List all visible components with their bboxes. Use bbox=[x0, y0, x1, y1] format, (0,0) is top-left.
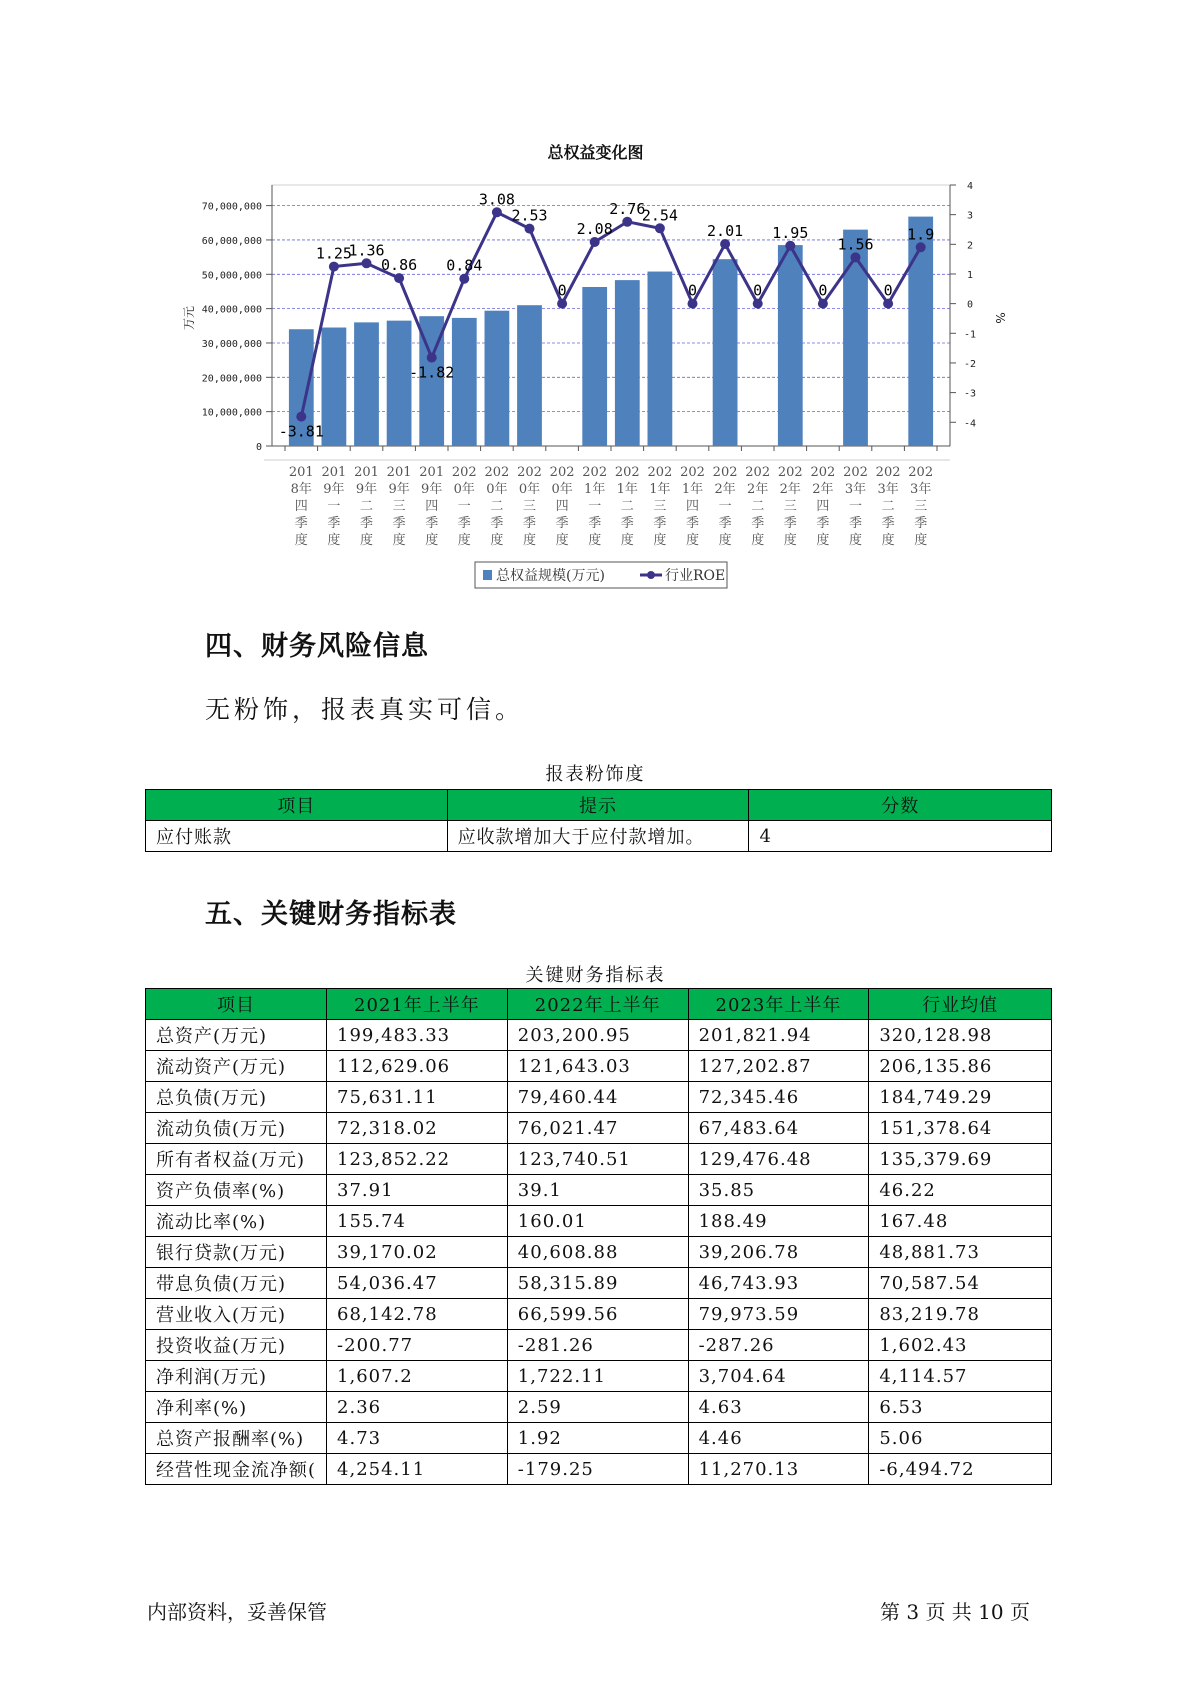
x-tick-label: 度 bbox=[881, 533, 895, 548]
x-tick-label: 3年 bbox=[877, 482, 899, 497]
table-cell: 4.73 bbox=[327, 1423, 508, 1454]
table-cell: 1,722.11 bbox=[507, 1361, 688, 1392]
bar bbox=[713, 259, 738, 446]
table-cell: 75,631.11 bbox=[327, 1082, 508, 1113]
legend-bar-label: 总权益规模(万元) bbox=[496, 568, 605, 584]
table-cell: 67,483.64 bbox=[688, 1113, 869, 1144]
x-tick-label: 0年 bbox=[551, 482, 573, 497]
table-cell: 39.1 bbox=[507, 1175, 688, 1206]
roe-data-label: 1.56 bbox=[837, 235, 874, 254]
x-tick-label: 季 bbox=[392, 516, 406, 531]
x-tick-label: 202 bbox=[582, 465, 608, 480]
x-tick-label: 一 bbox=[457, 499, 471, 514]
y-right-axis-label: % bbox=[993, 312, 1007, 324]
table-cell: 70,587.54 bbox=[869, 1268, 1052, 1299]
table-cell: 121,643.03 bbox=[507, 1051, 688, 1082]
y-left-tick-label: 50,000,000 bbox=[201, 270, 262, 282]
x-tick-label: 9年 bbox=[323, 482, 345, 497]
bar bbox=[354, 322, 379, 446]
chart-title: 总权益变化图 bbox=[547, 143, 644, 162]
table-cell: 320,128.98 bbox=[869, 1020, 1052, 1051]
column-header: 2023年上半年 bbox=[688, 989, 869, 1020]
table-cell: 79,460.44 bbox=[507, 1082, 688, 1113]
x-tick-label: 三 bbox=[522, 499, 537, 514]
x-tick-label: 9年 bbox=[421, 482, 443, 497]
roe-data-label: 1.9 bbox=[907, 225, 935, 244]
x-tick-label: 季 bbox=[848, 516, 863, 531]
table-cell: 银行贷款(万元) bbox=[146, 1237, 327, 1268]
table-cell: 营业收入(万元) bbox=[146, 1299, 327, 1330]
x-tick-label: 一 bbox=[848, 499, 863, 514]
x-tick-label: 二 bbox=[881, 499, 895, 514]
risk-table bbox=[145, 789, 1052, 852]
table-cell: 35.85 bbox=[688, 1175, 869, 1206]
table-cell: 167.48 bbox=[869, 1206, 1052, 1237]
x-tick-label: 2年 bbox=[779, 482, 801, 497]
y-left-tick-label: 30,000,000 bbox=[201, 338, 262, 350]
x-tick-label: 9年 bbox=[355, 482, 378, 497]
y-left-tick-label: 60,000,000 bbox=[201, 235, 262, 247]
x-tick-label: 202 bbox=[517, 465, 542, 480]
section5-heading: 五、关键财务指标表 bbox=[205, 899, 457, 930]
x-tick-label: 202 bbox=[908, 465, 934, 480]
x-tick-label: 季 bbox=[816, 516, 830, 531]
y-left-tick-label: 20,000,000 bbox=[201, 373, 262, 385]
x-tick-label: 202 bbox=[745, 465, 771, 480]
table-row bbox=[146, 821, 1052, 852]
table-cell: 流动比率(%) bbox=[146, 1206, 327, 1237]
legend-line-marker bbox=[647, 571, 655, 579]
x-tick-label: 201 bbox=[419, 465, 445, 480]
table-header-row bbox=[146, 790, 1052, 821]
x-tick-label: 度 bbox=[457, 533, 471, 548]
table-cell: 总资产报酬率(%) bbox=[146, 1423, 327, 1454]
table-cell: 79,973.59 bbox=[688, 1299, 869, 1330]
roe-point bbox=[883, 299, 893, 309]
x-tick-label: 202 bbox=[810, 465, 836, 480]
x-tick-label: 二 bbox=[490, 499, 504, 514]
roe-point bbox=[525, 224, 535, 234]
x-tick-label: 一 bbox=[327, 499, 341, 514]
roe-point bbox=[459, 274, 469, 284]
table-cell: 188.49 bbox=[688, 1206, 869, 1237]
roe-point bbox=[818, 299, 828, 309]
table-cell: 201,821.94 bbox=[688, 1020, 869, 1051]
x-tick-label: 季 bbox=[718, 516, 732, 531]
table-cell: 58,315.89 bbox=[507, 1268, 688, 1299]
table-cell: 160.01 bbox=[507, 1206, 688, 1237]
x-tick-label: 0年 bbox=[453, 482, 475, 497]
table-row bbox=[146, 1206, 1052, 1237]
column-header: 2022年上半年 bbox=[507, 989, 688, 1020]
x-tick-label: 度 bbox=[653, 533, 667, 548]
roe-data-label: -3.81 bbox=[278, 422, 324, 441]
table-row bbox=[146, 1361, 1052, 1392]
roe-data-label: 0 bbox=[753, 281, 763, 300]
roe-point bbox=[688, 299, 698, 309]
x-tick-label: 季 bbox=[457, 516, 471, 531]
table-cell: 经营性现金流净额( bbox=[146, 1454, 327, 1485]
x-tick-label: 1年 bbox=[584, 482, 606, 497]
x-tick-label: 季 bbox=[327, 516, 341, 531]
table-cell: -281.26 bbox=[507, 1330, 688, 1361]
roe-point bbox=[720, 239, 730, 249]
y-right-tick-label: 4 bbox=[966, 181, 974, 192]
table-cell: 46.22 bbox=[869, 1175, 1052, 1206]
legend-bar-swatch bbox=[483, 570, 492, 580]
roe-point bbox=[394, 273, 404, 283]
x-tick-label: 季 bbox=[881, 516, 895, 531]
column-header: 项目 bbox=[146, 790, 448, 821]
table-row bbox=[146, 1299, 1052, 1330]
roe-point bbox=[590, 237, 600, 247]
bar bbox=[517, 305, 542, 446]
x-tick-label: 三 bbox=[914, 499, 928, 514]
table-cell: 129,476.48 bbox=[688, 1144, 869, 1175]
roe-data-label: 2.76 bbox=[609, 199, 646, 218]
x-tick-label: 四 bbox=[555, 499, 569, 514]
x-tick-label: 202 bbox=[777, 465, 803, 480]
table-cell: 46,743.93 bbox=[688, 1268, 869, 1299]
x-tick-label: 二 bbox=[751, 499, 765, 514]
table-cell: 应收款增加大于应付款增加。 bbox=[447, 821, 749, 852]
section4-heading: 四、财务风险信息 bbox=[205, 631, 429, 662]
x-tick-label: 季 bbox=[294, 516, 308, 531]
roe-data-label: 2.08 bbox=[576, 219, 613, 238]
x-tick-label: 度 bbox=[783, 533, 797, 548]
y-right-tick-label: -4 bbox=[963, 418, 977, 430]
x-tick-label: 202 bbox=[680, 465, 705, 480]
table-cell: 净利率(%) bbox=[146, 1392, 327, 1423]
roe-data-label: 0.84 bbox=[446, 256, 483, 275]
x-tick-label: 季 bbox=[653, 516, 667, 531]
bar bbox=[778, 245, 803, 446]
y-right-tick-label: -3 bbox=[963, 388, 977, 400]
table-row bbox=[146, 1268, 1052, 1299]
column-header: 项目 bbox=[146, 989, 327, 1020]
footer-page-number: 第 3 页 共 10 页 bbox=[880, 1600, 1030, 1624]
bar bbox=[322, 328, 347, 446]
roe-data-label: 0 bbox=[557, 281, 567, 300]
y-right-tick-label: 1 bbox=[966, 269, 974, 281]
footer-confidential: 内部资料，妥善保管 bbox=[147, 1600, 327, 1624]
table-cell: 2.36 bbox=[327, 1392, 508, 1423]
x-tick-label: 季 bbox=[685, 516, 700, 531]
x-tick-label: 三 bbox=[392, 499, 406, 514]
table-cell: -287.26 bbox=[688, 1330, 869, 1361]
roe-data-label: 2.01 bbox=[707, 222, 744, 241]
section4-body-text: 无粉饰，报表真实可信。 bbox=[205, 695, 525, 724]
table-cell: 3,704.64 bbox=[688, 1361, 869, 1392]
y-right-tick-label: 0 bbox=[966, 299, 974, 311]
x-tick-label: 202 bbox=[549, 465, 575, 480]
risk-table-caption: 报表粉饰度 bbox=[545, 764, 646, 785]
column-header: 分数 bbox=[749, 790, 1052, 821]
bar bbox=[648, 272, 673, 446]
y-right-tick-label: 3 bbox=[966, 210, 974, 222]
y-left-axis-label: 万元 bbox=[182, 305, 196, 331]
x-tick-label: 2年 bbox=[714, 482, 736, 497]
table-cell: 155.74 bbox=[327, 1206, 508, 1237]
x-tick-label: 202 bbox=[843, 465, 868, 480]
x-tick-label: 季 bbox=[751, 516, 765, 531]
table-cell: -179.25 bbox=[507, 1454, 688, 1485]
table-cell: 应付账款 bbox=[146, 821, 448, 852]
roe-data-label: 0.86 bbox=[381, 256, 418, 275]
table-cell: 2.59 bbox=[507, 1392, 688, 1423]
y-left-tick-label: 40,000,000 bbox=[201, 304, 262, 316]
roe-data-label: 1.95 bbox=[772, 223, 809, 242]
x-tick-label: 202 bbox=[614, 465, 640, 480]
roe-data-label: 1.25 bbox=[315, 244, 352, 263]
table-cell: 流动资产(万元) bbox=[146, 1051, 327, 1082]
x-tick-label: 度 bbox=[816, 533, 830, 548]
x-tick-label: 度 bbox=[327, 533, 341, 548]
bar bbox=[615, 280, 640, 446]
x-tick-label: 四 bbox=[294, 499, 308, 514]
roe-data-label: 0 bbox=[687, 281, 698, 300]
y-right-tick-label: -1 bbox=[963, 329, 977, 341]
x-tick-label: 1年 bbox=[616, 482, 638, 497]
roe-point bbox=[622, 217, 632, 227]
x-tick-label: 3年 bbox=[844, 482, 867, 497]
legend-line-label: 行业ROE bbox=[665, 568, 726, 584]
roe-data-label: 3.08 bbox=[478, 190, 515, 209]
table-cell: 135,379.69 bbox=[869, 1144, 1052, 1175]
table-cell: 123,852.22 bbox=[327, 1144, 508, 1175]
table-cell: 76,021.47 bbox=[507, 1113, 688, 1144]
y-right-tick-label: -2 bbox=[963, 358, 977, 370]
x-tick-label: 度 bbox=[751, 533, 765, 548]
bar bbox=[452, 318, 477, 446]
x-tick-label: 度 bbox=[522, 533, 537, 548]
y-left-tick-label: 10,000,000 bbox=[201, 407, 262, 419]
x-tick-label: 度 bbox=[588, 533, 602, 548]
table-row bbox=[146, 1423, 1052, 1454]
x-tick-label: 1年 bbox=[649, 482, 671, 497]
x-tick-label: 度 bbox=[490, 533, 504, 548]
roe-point bbox=[329, 262, 339, 272]
table-cell: 54,036.47 bbox=[327, 1268, 508, 1299]
roe-point bbox=[296, 412, 306, 422]
table-cell: 184,749.29 bbox=[869, 1082, 1052, 1113]
y-left-tick-label: 70,000,000 bbox=[201, 201, 262, 213]
x-tick-label: 三 bbox=[783, 499, 797, 514]
table-cell: 带息负债(万元) bbox=[146, 1268, 327, 1299]
x-tick-label: 季 bbox=[425, 516, 439, 531]
table-cell: 投资收益(万元) bbox=[146, 1330, 327, 1361]
table-cell: 净利润(万元) bbox=[146, 1361, 327, 1392]
x-tick-label: 度 bbox=[848, 533, 863, 548]
x-tick-label: 201 bbox=[354, 465, 379, 480]
equity-chart bbox=[0, 0, 1191, 600]
x-tick-label: 四 bbox=[685, 499, 700, 514]
table-cell: 1.92 bbox=[507, 1423, 688, 1454]
table-cell: -6,494.72 bbox=[869, 1454, 1052, 1485]
x-tick-label: 度 bbox=[914, 533, 928, 548]
column-header: 行业均值 bbox=[869, 989, 1052, 1020]
x-tick-label: 二 bbox=[359, 499, 374, 514]
roe-point bbox=[753, 299, 763, 309]
roe-point bbox=[851, 252, 861, 262]
x-tick-label: 季 bbox=[914, 516, 928, 531]
table-cell: 1,602.43 bbox=[869, 1330, 1052, 1361]
roe-data-label: -1.82 bbox=[409, 363, 455, 382]
x-tick-label: 度 bbox=[359, 533, 374, 548]
x-tick-label: 季 bbox=[588, 516, 602, 531]
x-tick-label: 季 bbox=[359, 516, 374, 531]
table-cell: 40,608.88 bbox=[507, 1237, 688, 1268]
table-cell: 6.53 bbox=[869, 1392, 1052, 1423]
table-cell: 39,170.02 bbox=[327, 1237, 508, 1268]
roe-point bbox=[427, 353, 437, 363]
x-tick-label: 度 bbox=[718, 533, 732, 548]
table-row bbox=[146, 1051, 1052, 1082]
kpi-table bbox=[145, 988, 1052, 1485]
table-cell: 83,219.78 bbox=[869, 1299, 1052, 1330]
table-row bbox=[146, 1144, 1052, 1175]
x-tick-label: 度 bbox=[294, 533, 308, 548]
roe-data-label: 2.53 bbox=[511, 206, 548, 225]
x-tick-label: 202 bbox=[451, 465, 477, 480]
kpi-table-caption: 关键财务指标表 bbox=[525, 965, 666, 986]
table-cell: 112,629.06 bbox=[327, 1051, 508, 1082]
x-tick-label: 202 bbox=[647, 465, 673, 480]
x-tick-label: 一 bbox=[718, 499, 732, 514]
table-cell: 123,740.51 bbox=[507, 1144, 688, 1175]
x-tick-label: 202 bbox=[875, 465, 901, 480]
x-tick-label: 度 bbox=[392, 533, 406, 548]
table-cell: 72,318.02 bbox=[327, 1113, 508, 1144]
table-cell: 4,254.11 bbox=[327, 1454, 508, 1485]
x-tick-label: 201 bbox=[321, 465, 347, 480]
table-cell: 66,599.56 bbox=[507, 1299, 688, 1330]
x-tick-label: 三 bbox=[653, 499, 667, 514]
x-tick-label: 201 bbox=[386, 465, 412, 480]
bar bbox=[387, 321, 412, 446]
table-cell: 4.63 bbox=[688, 1392, 869, 1423]
table-cell: 总负债(万元) bbox=[146, 1082, 327, 1113]
table-cell: 4 bbox=[749, 821, 1052, 852]
x-tick-label: 一 bbox=[588, 499, 602, 514]
x-tick-label: 季 bbox=[522, 516, 537, 531]
x-tick-label: 季 bbox=[490, 516, 504, 531]
table-cell: 127,202.87 bbox=[688, 1051, 869, 1082]
roe-point bbox=[655, 223, 665, 233]
bar bbox=[582, 287, 607, 446]
table-row bbox=[146, 1175, 1052, 1206]
x-tick-label: 季 bbox=[555, 516, 569, 531]
x-tick-label: 8年 bbox=[290, 482, 312, 497]
roe-data-label: 2.54 bbox=[641, 206, 678, 225]
table-cell: 11,270.13 bbox=[688, 1454, 869, 1485]
table-row bbox=[146, 1330, 1052, 1361]
roe-data-label: 0 bbox=[883, 281, 893, 300]
table-row bbox=[146, 1020, 1052, 1051]
table-cell: 资产负债率(%) bbox=[146, 1175, 327, 1206]
table-cell: 151,378.64 bbox=[869, 1113, 1052, 1144]
table-cell: 37.91 bbox=[327, 1175, 508, 1206]
x-tick-label: 3年 bbox=[910, 482, 932, 497]
roe-point bbox=[557, 299, 567, 309]
x-tick-label: 四 bbox=[425, 499, 439, 514]
table-row bbox=[146, 1082, 1052, 1113]
table-cell: 203,200.95 bbox=[507, 1020, 688, 1051]
table-cell: 48,881.73 bbox=[869, 1237, 1052, 1268]
table-row bbox=[146, 1454, 1052, 1485]
table-row bbox=[146, 1237, 1052, 1268]
x-tick-label: 二 bbox=[620, 499, 634, 514]
roe-point bbox=[492, 207, 502, 217]
x-tick-label: 202 bbox=[712, 465, 738, 480]
table-cell: 199,483.33 bbox=[327, 1020, 508, 1051]
x-tick-label: 度 bbox=[425, 533, 439, 548]
x-tick-label: 四 bbox=[816, 499, 830, 514]
x-tick-label: 2年 bbox=[812, 482, 834, 497]
x-tick-label: 度 bbox=[620, 533, 634, 548]
x-tick-label: 1年 bbox=[681, 482, 704, 497]
x-tick-label: 季 bbox=[620, 516, 634, 531]
x-tick-label: 202 bbox=[484, 465, 510, 480]
table-row bbox=[146, 1113, 1052, 1144]
y-left-tick-label: 0 bbox=[255, 442, 262, 453]
table-row bbox=[146, 1392, 1052, 1423]
table-cell: 所有者权益(万元) bbox=[146, 1144, 327, 1175]
x-tick-label: 2年 bbox=[747, 482, 769, 497]
y-right-tick-label: 2 bbox=[966, 240, 974, 252]
table-header-row bbox=[146, 989, 1052, 1020]
table-cell: 4,114.57 bbox=[869, 1361, 1052, 1392]
table-cell: 72,345.46 bbox=[688, 1082, 869, 1113]
table-cell: -200.77 bbox=[327, 1330, 508, 1361]
x-tick-label: 0年 bbox=[486, 482, 508, 497]
roe-data-label: 1.36 bbox=[348, 241, 385, 260]
column-header: 2021年上半年 bbox=[327, 989, 508, 1020]
table-cell: 1,607.2 bbox=[327, 1361, 508, 1392]
table-cell: 5.06 bbox=[869, 1423, 1052, 1454]
x-tick-label: 9年 bbox=[388, 482, 410, 497]
x-tick-label: 度 bbox=[685, 533, 700, 548]
roe-point bbox=[362, 258, 372, 268]
x-tick-label: 0年 bbox=[518, 482, 541, 497]
bar bbox=[485, 311, 510, 446]
table-cell: 68,142.78 bbox=[327, 1299, 508, 1330]
table-cell: 总资产(万元) bbox=[146, 1020, 327, 1051]
table-cell: 39,206.78 bbox=[688, 1237, 869, 1268]
table-cell: 流动负债(万元) bbox=[146, 1113, 327, 1144]
table-cell: 4.46 bbox=[688, 1423, 869, 1454]
table-cell: 206,135.86 bbox=[869, 1051, 1052, 1082]
x-tick-label: 季 bbox=[783, 516, 797, 531]
column-header: 提示 bbox=[447, 790, 749, 821]
roe-point bbox=[785, 241, 795, 251]
x-tick-label: 201 bbox=[288, 465, 314, 480]
x-tick-label: 度 bbox=[555, 533, 569, 548]
roe-point bbox=[916, 242, 926, 252]
roe-data-label: 0 bbox=[818, 281, 828, 300]
